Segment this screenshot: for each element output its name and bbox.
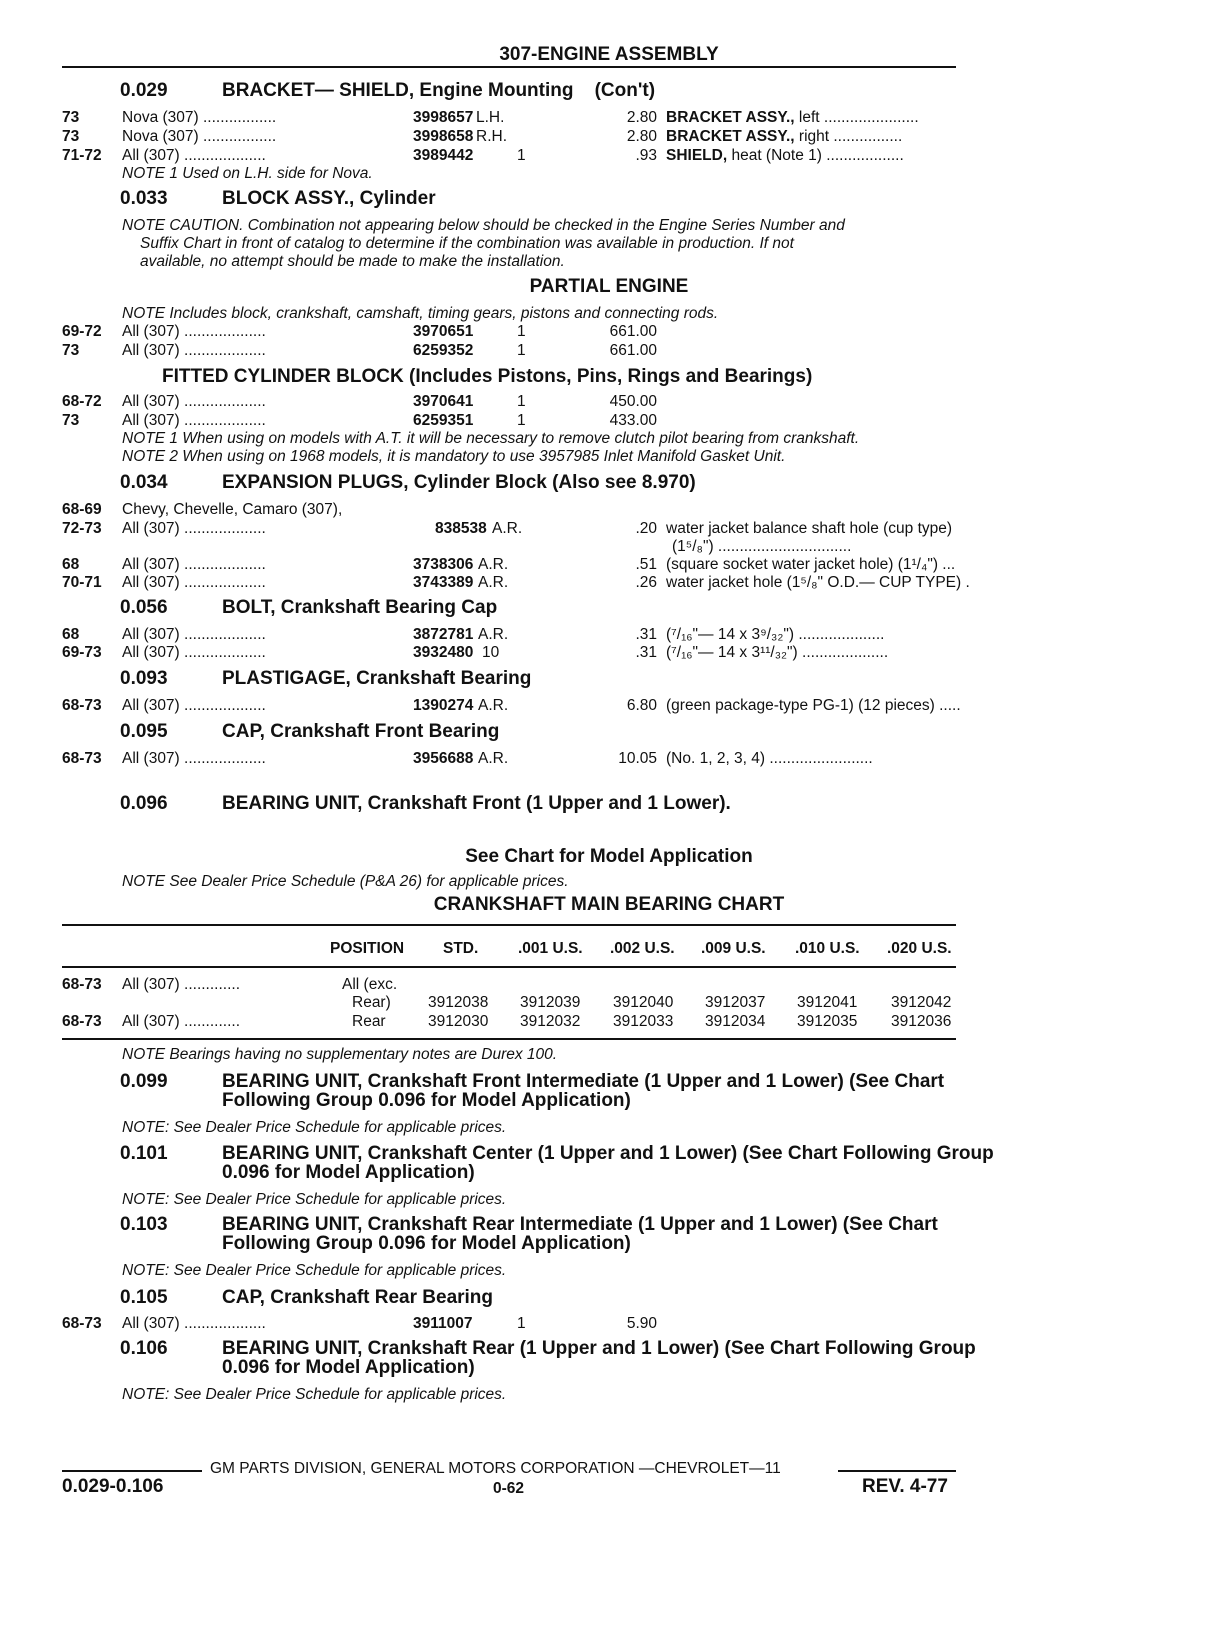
table-row: 73 Nova (307) ................. 3998658 R.H. 2.80 BRACKET ASSY., right ................ bbox=[62, 128, 903, 145]
group-0-033: 0.033 BLOCK ASSY., Cylinder bbox=[120, 188, 436, 209]
note: NOTE: See Dealer Price Schedule for applicable prices. bbox=[122, 1191, 507, 1208]
group-0-034: 0.034 EXPANSION PLUGS, Cylinder Block (Also see 8.970) bbox=[120, 472, 696, 493]
group-0-101: 0.101 BEARING UNIT, Crankshaft Center (1 Upper and 1 Lower) (See Chart Following Group 0.096 for Model Application) bbox=[120, 1143, 994, 1183]
footer-revision: REV. 4-77 bbox=[862, 1476, 948, 1497]
group-0-096: 0.096 BEARING UNIT, Crankshaft Front (1 Upper and 1 Lower). bbox=[120, 793, 731, 814]
col-header: .009 U.S. bbox=[701, 940, 766, 957]
col-header: POSITION bbox=[330, 940, 405, 957]
group-0-106: 0.106 BEARING UNIT, Crankshaft Rear (1 Upper and 1 Lower) (See Chart Following Group 0.096 for Model Application) bbox=[120, 1338, 976, 1378]
note: NOTE See Dealer Price Schedule (P&A 26) for applicable prices. bbox=[122, 873, 569, 890]
footer-group-range: 0.029-0.106 bbox=[62, 1476, 164, 1497]
table-row: 73 All (307) ................... 6259351 1 433.00 bbox=[62, 412, 657, 429]
group-0-105: 0.105 CAP, Crankshaft Rear Bearing bbox=[120, 1287, 494, 1308]
table-row: 72-73 All (307) ................... 838538 A.R. .20 water jacket balance shaft hole (cup type) bbox=[62, 520, 953, 537]
note: NOTE: See Dealer Price Schedule for applicable prices. bbox=[122, 1262, 507, 1279]
table-row: 73 Nova (307) ................. 3998657 L.H. 2.80 BRACKET ASSY., left ...................... bbox=[62, 109, 919, 126]
footer-rule-left bbox=[62, 1470, 202, 1472]
header-rule bbox=[62, 66, 956, 68]
table-row: 68-73 All (307) ................... 1390274 A.R. 6.80 (green package-type PG-1) (12 pieces) ..... bbox=[62, 697, 961, 714]
footer-publisher: GM PARTS DIVISION, GENERAL MOTORS CORPORATION —CHEVROLET—11 bbox=[210, 1460, 781, 1477]
note: NOTE Includes block, crankshaft, camshaft, timing gears, pistons and connecting rods. bbox=[122, 305, 719, 322]
group-0-029 bbox=[120, 80, 655, 102]
note: NOTE: See Dealer Price Schedule for applicable prices. bbox=[122, 1119, 507, 1136]
table-row: 71-72 All (307) ................... 3989442 1 .93 SHIELD, heat (Note 1) .................. bbox=[62, 147, 904, 164]
group-0-056: 0.056 BOLT, Crankshaft Bearing Cap bbox=[120, 597, 498, 618]
note: NOTE 1 Used on L.H. side for Nova. bbox=[122, 165, 373, 182]
group-0-099: 0.099 BEARING UNIT, Crankshaft Front Intermediate (1 Upper and 1 Lower) (See Chart Following Group 0.096 for Model Application) bbox=[120, 1071, 945, 1111]
table-row: 68-73 All (307) ................... 3956688 A.R. 10.05 (No. 1, 2, 3, 4) ........................ bbox=[62, 750, 873, 767]
table-row: (1⁵/₈") ............................... bbox=[672, 538, 852, 555]
group-0-093: 0.093 PLASTIGAGE, Crankshaft Bearing bbox=[120, 668, 532, 689]
subhead-fitted-block: FITTED CYLINDER BLOCK (Includes Pistons, Pins, Rings and Bearings) bbox=[162, 366, 813, 387]
table-row: 73 All (307) ................... 6259352 1 661.00 bbox=[62, 342, 657, 359]
chart-header-rule bbox=[62, 966, 956, 968]
group-number: 0.029 bbox=[120, 80, 168, 101]
page-title: 307-ENGINE ASSEMBLY bbox=[499, 44, 719, 65]
subhead-partial-engine: PARTIAL ENGINE bbox=[529, 276, 689, 297]
col-header: .010 U.S. bbox=[795, 940, 860, 957]
table-row: 68-73 All (307) ................... 3911007 1 5.90 bbox=[62, 1315, 657, 1332]
subhead-see-chart: See Chart for Model Application bbox=[465, 846, 753, 867]
note: NOTE CAUTION. Combination not appearing below should be checked in the Engine Series Number and bbox=[122, 217, 845, 234]
col-header: STD. bbox=[443, 940, 479, 957]
note: NOTE Bearings having no supplementary notes are Durex 100. bbox=[122, 1046, 558, 1063]
note: NOTE 2 When using on 1968 models, it is mandatory to use 3957985 Inlet Manifold Gasket Unit. bbox=[122, 448, 786, 465]
table-row: 69-73 All (307) ................... 3932480 10 .31 (⁷/₁₆"— 14 x 3¹¹/₃₂") .................... bbox=[62, 644, 889, 661]
table-row: 70-71 All (307) ................... 3743389 A.R. .26 water jacket hole (1⁵/₈" O.D.— CUP TYPE) . bbox=[62, 574, 970, 591]
col-header: .020 U.S. bbox=[887, 940, 952, 957]
note: Suffix Chart in front of catalog to determine if the combination was available in production. If not bbox=[140, 235, 794, 252]
group-0-095: 0.095 CAP, Crankshaft Front Bearing bbox=[120, 721, 500, 742]
footer-rule-right bbox=[838, 1470, 956, 1472]
table-row: 68-69 Chevy, Chevelle, Camaro (307), bbox=[62, 501, 343, 518]
col-header: .001 U.S. bbox=[518, 940, 583, 957]
table-row: 68 All (307) ................... 3738306 A.R. .51 (square socket water jacket hole) (1¹/₄") ... bbox=[62, 556, 956, 573]
chart-title: CRANKSHAFT MAIN BEARING CHART bbox=[433, 894, 785, 915]
note: NOTE 1 When using on models with A.T. it will be necessary to remove clutch pilot bearing from crankshaft. bbox=[122, 430, 860, 447]
group-title: BRACKET— SHIELD, Engine Mounting (Con't) bbox=[222, 80, 656, 101]
chart-top-rule bbox=[62, 924, 956, 926]
table-row: 69-72 All (307) ................... 3970651 1 661.00 bbox=[62, 323, 657, 340]
note: NOTE: See Dealer Price Schedule for applicable prices. bbox=[122, 1386, 507, 1403]
table-row: 68 All (307) ................... 3872781 A.R. .31 (⁷/₁₆"— 14 x 3⁹/₃₂") .................... bbox=[62, 626, 885, 643]
note: available, no attempt should be made to make the installation. bbox=[140, 253, 565, 270]
footer-page-number: 0-62 bbox=[493, 1480, 525, 1497]
group-0-103: 0.103 BEARING UNIT, Crankshaft Rear Intermediate (1 Upper and 1 Lower) (See Chart Following Group 0.096 for Model Application) bbox=[120, 1214, 938, 1254]
chart-bottom-rule bbox=[62, 1038, 956, 1040]
col-header: .002 U.S. bbox=[610, 940, 675, 957]
table-row: 68-72 All (307) ................... 3970641 1 450.00 bbox=[62, 393, 657, 410]
